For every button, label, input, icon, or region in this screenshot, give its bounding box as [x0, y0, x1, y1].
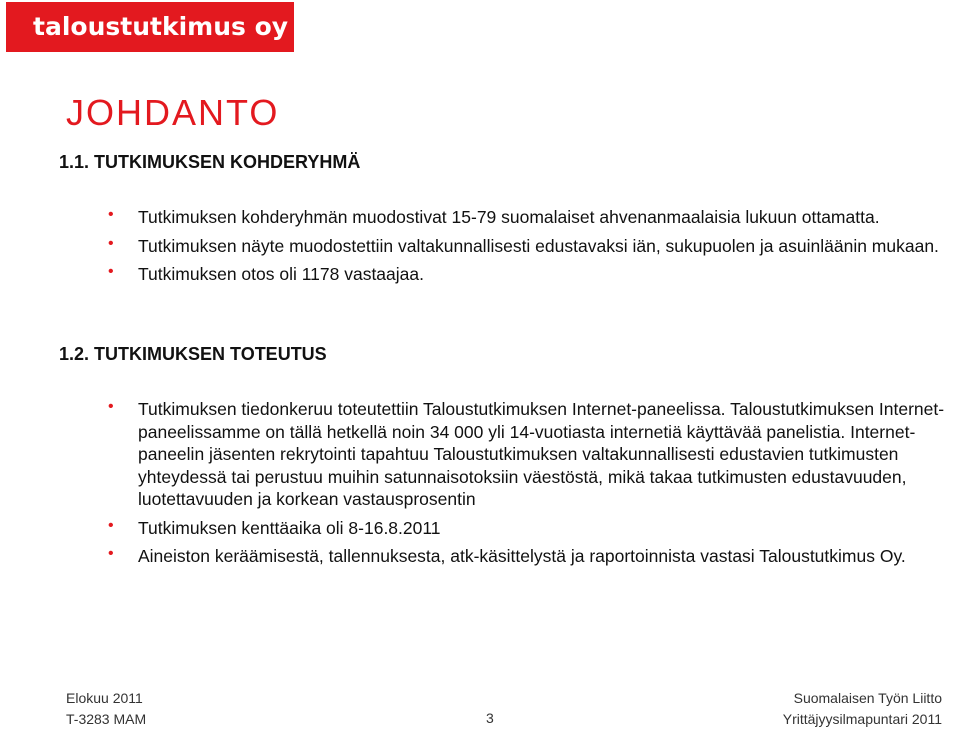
list-item — [108, 263, 958, 286]
section-heading-kohderyhma: 1.1. TUTKIMUKSEN KOHDERYHMÄ — [59, 152, 361, 172]
bullet-icon: • — [108, 545, 114, 562]
bullet-icon: • — [108, 516, 114, 534]
footer-report-name: Yrittäjyysilmapuntari 2011 — [782, 711, 942, 727]
page-title: JOHDANTO — [66, 92, 280, 133]
list-item — [108, 206, 958, 229]
bullet-icon: • — [108, 398, 114, 415]
list-item-text: Tutkimuksen kohderyhmän muodostivat 15-79 suomalaiset ahvenanmaalaisia lukuun ottamatta. — [138, 207, 880, 227]
company-logo: taloustutkimus oy — [6, 2, 294, 52]
footer-date-code — [66, 688, 146, 730]
bullet-icon: • — [108, 206, 114, 223]
bullet-list-kohderyhma — [108, 206, 958, 286]
list-item — [108, 235, 958, 258]
list-item-text: Tutkimuksen näyte muodostettiin valtakunnallisesti edustavaksi iän, sukupuolen ja asuinläänin mukaan. — [138, 235, 939, 256]
bullet-icon: • — [108, 263, 114, 280]
bullet-list-toteutus — [108, 398, 958, 568]
footer-client-name: Suomalaisen Työn Liitto — [793, 690, 942, 706]
footer-date: Elokuu 2011 — [66, 690, 143, 706]
list-item-text: Tutkimuksen otos oli 1178 vastaajaa. — [138, 264, 424, 284]
list-item-text: Tutkimuksen kenttäaika oli 8-16.8.2011 — [138, 517, 441, 538]
list-item-text: Tutkimuksen tiedonkeruu toteutettiin Taloustutkimuksen Internet-paneelissa. Taloustutkimuksen Internet-paneelissamme on tällä hetkellä noin 34 000 yli 14-vuotiasta internetiä käyttävää panelistia. Internet-paneelin jäsenten rekrytointi tapahtuu Taloustutkimuksen valtakunnallisesti edustavien tutkimusten yhteydessä tai perustuu muihin satunnaisotoksiin väestöstä, mikä takaa tutkimusten edustavuuden, luotettavuuden ja korkean vastausprosentin — [138, 399, 945, 509]
footer-client — [783, 688, 942, 730]
list-item-text: Aineiston keräämisestä, tallennuksesta, atk-käsittelystä ja raportoinnista vastasi Taloustutkimus Oy. — [138, 546, 906, 566]
footer-project-code: T-3283 MAM — [66, 711, 147, 727]
bullet-icon: • — [108, 234, 114, 252]
page-number: 3 — [486, 710, 494, 726]
list-item — [108, 398, 958, 511]
list-item — [108, 517, 958, 540]
section-heading-toteutus: 1.2. TUTKIMUKSEN TOTEUTUS — [59, 344, 327, 364]
list-item — [108, 545, 958, 568]
